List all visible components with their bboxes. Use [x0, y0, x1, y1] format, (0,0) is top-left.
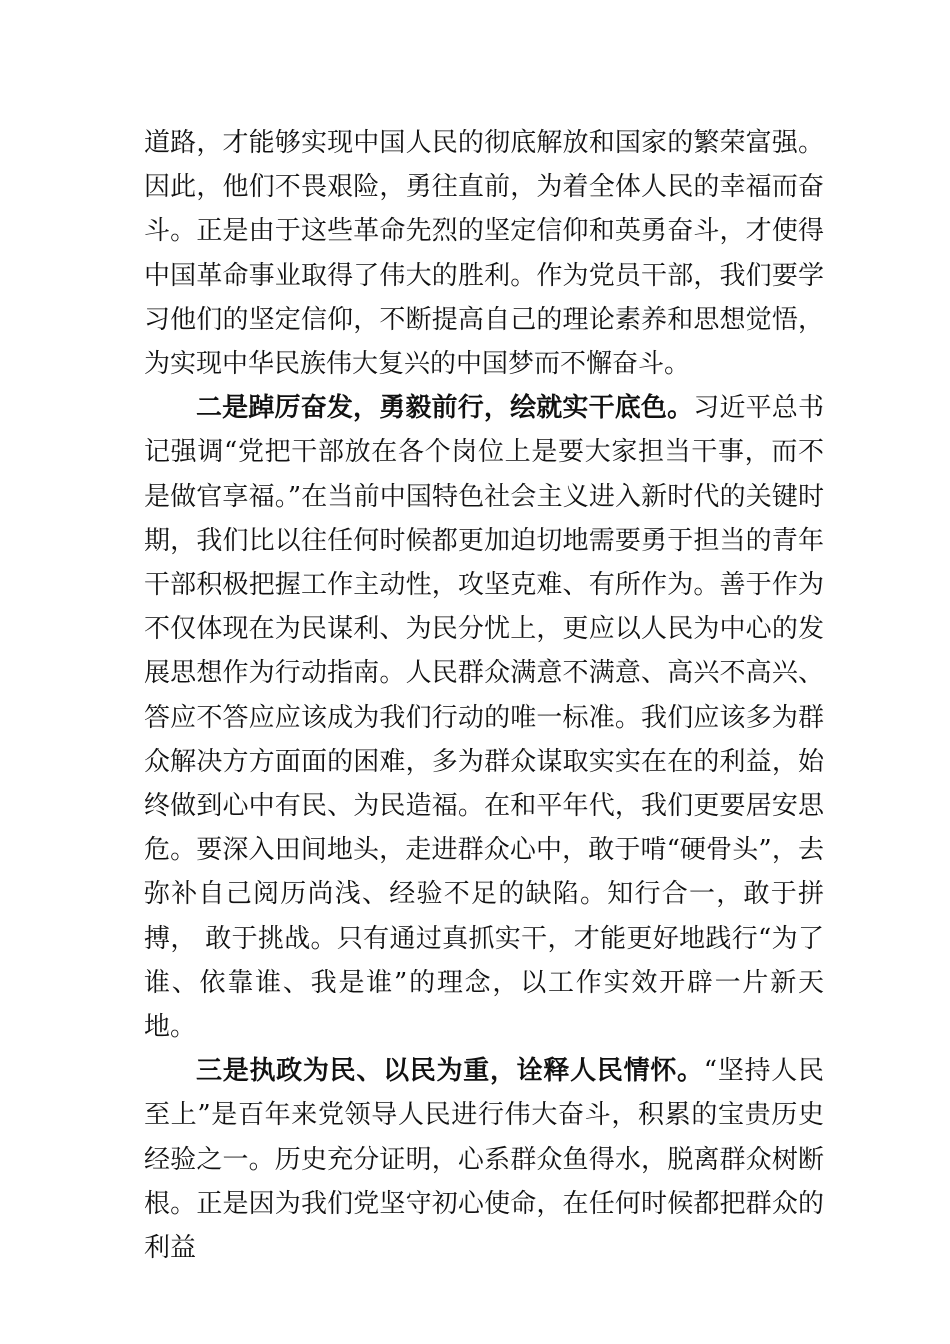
- paragraph-2-text: 习近平总书记强调“党把干部放在各个岗位上是要大家担当干事，而不是做官享福。”在当前中国特色社会主义进入新时代的关键时期，我们比以往任何时候都更加迫切地需要勇于担当的青年干部积极把握工作主动性，攻坚克难、有所作为。善于作为不仅体现在为民谋利、为民分忧上，更应以人民为中心的发展思想作为行动指南。人民群众满意不满意、高兴不高兴、答应不答应应该成为我们行动的唯一标准。我们应该多为群众解决方方面面的困难，多为群众谋取实实在在的利益，始终做到心中有民、为民造福。在和平年代，我们更要居安思危。要深入田间地头，走进群众心中，敢于啃“硬骨头”，去弥补自己阅历尚浅、经验不足的缺陷。知行合一，敢于拼搏， 敢于挑战。只有通过真抓实干，才能更好地践行“为了谁、依靠谁、我是谁”的理念，以工作实效开辟一片新天地。: [144, 393, 824, 1043]
- paragraph-3: [144, 1049, 824, 1270]
- paragraph-2: [144, 386, 824, 1049]
- paragraph-3-lead: 三是执政为民、以民为重，诠释人民情怀。: [196, 1056, 704, 1087]
- paragraph-2-lead: 二是踔厉奋发，勇毅前行，绘就实干底色。: [196, 393, 694, 424]
- paragraph-3-text: “坚持人民至上”是百年来党领导人民进行伟大奋斗，积累的宝贵历史经验之一。历史充分证明，心系群众鱼得水，脱离群众树断根。正是因为我们党坚守初心使命，在任何时候都把群众的利益: [144, 1056, 824, 1264]
- paragraph-1-text: 道路，才能够实现中国人民的彻底解放和国家的繁荣富强。因此，他们不畏艰险，勇往直前，为着全体人民的幸福而奋斗。正是由于这些革命先烈的坚定信仰和英勇奋斗，才使得中国革命事业取得了伟大的胜利。作为党员干部，我们要学习他们的坚定信仰，不断提高自己的理论素养和思想觉悟，为实现中华民族伟大复兴的中国梦而不懈奋斗。: [144, 128, 824, 380]
- paragraph-1: [144, 121, 824, 386]
- document-body: [144, 121, 824, 1270]
